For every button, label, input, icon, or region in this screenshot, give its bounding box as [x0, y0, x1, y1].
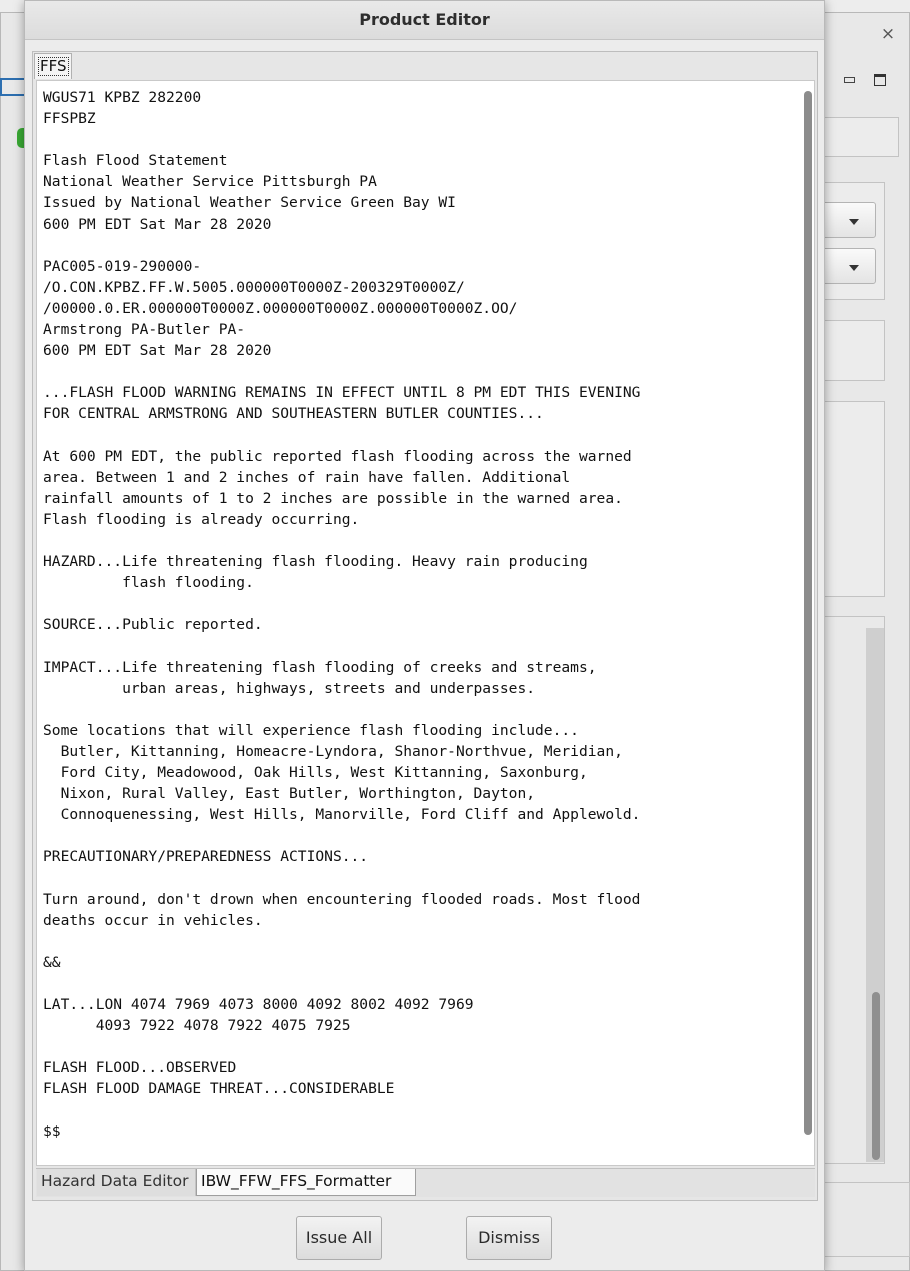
- text-line: urban areas, highways, streets and underpasses.: [43, 679, 536, 697]
- text-line: Some locations that will experience flash flooding include...: [43, 721, 579, 739]
- background-left-frame: [0, 78, 24, 96]
- text-line: Nixon, Rural Valley, East Butler, Worthington, Dayton,: [43, 785, 536, 803]
- background-close-icon[interactable]: ×: [880, 24, 896, 44]
- text-line: At 600 PM EDT, the public reported flash flooding across the warned: [43, 447, 632, 465]
- text-line: FLASH FLOOD DAMAGE THREAT...CONSIDERABLE: [43, 1080, 395, 1098]
- dismiss-button[interactable]: Dismiss: [466, 1216, 552, 1260]
- dialog-title: Product Editor: [25, 1, 824, 40]
- text-line: HAZARD...Life threatening flash flooding. Heavy rain producing: [43, 553, 588, 571]
- background-maximize-icon[interactable]: [874, 74, 886, 86]
- background-scrollbar-thumb[interactable]: [872, 992, 880, 1160]
- text-line: PAC005-019-290000-: [43, 257, 202, 275]
- text-line: area. Between 1 and 2 inches of rain have fallen. Additional: [43, 468, 571, 486]
- text-line: flash flooding.: [43, 574, 254, 592]
- issue-all-button[interactable]: Issue All: [296, 1216, 382, 1260]
- text-line: Flash Flood Statement: [43, 152, 228, 170]
- background-minimize-icon[interactable]: [842, 72, 856, 86]
- tab-ffs-label: FFS: [40, 57, 67, 75]
- text-line: $$: [43, 1122, 61, 1140]
- text-line: Butler, Kittanning, Homeacre-Lyndora, Shanor-Northvue, Meridian,: [43, 742, 623, 760]
- text-line: 4093 7922 4078 7922 4075 7925: [43, 1017, 351, 1035]
- text-line: FLASH FLOOD...OBSERVED: [43, 1059, 237, 1077]
- product-text[interactable]: [43, 87, 640, 1142]
- text-line: FFSPBZ: [43, 110, 96, 128]
- product-text-area[interactable]: [36, 80, 815, 1166]
- chevron-down-icon: [849, 219, 859, 225]
- text-line: ...FLASH FLOOD WARNING REMAINS IN EFFECT UNTIL 8 PM EDT THIS EVENING: [43, 384, 641, 402]
- chevron-down-icon: [849, 265, 859, 271]
- text-line: WGUS71 KPBZ 282200: [43, 89, 202, 106]
- text-line: National Weather Service Pittsburgh PA: [43, 173, 377, 191]
- text-line: Armstrong PA-Butler PA-: [43, 321, 246, 339]
- text-line: SOURCE...Public reported.: [43, 616, 263, 634]
- text-scrollbar[interactable]: [801, 87, 815, 1165]
- background-dropdown-1[interactable]: [818, 202, 876, 238]
- text-line: rainfall amounts of 1 to 2 inches are possible in the warned area.: [43, 489, 623, 507]
- text-line: PRECAUTIONARY/PREPAREDNESS ACTIONS...: [43, 848, 369, 866]
- text-line: &&: [43, 953, 61, 971]
- text-line: Connoquenessing, West Hills, Manorville, Ford Cliff and Applewold.: [43, 806, 641, 824]
- text-line: FOR CENTRAL ARMSTRONG AND SOUTHEASTERN BUTLER COUNTIES...: [43, 405, 544, 423]
- text-line: IMPACT...Life threatening flash flooding of creeks and streams,: [43, 658, 597, 676]
- product-editor-dialog: [24, 0, 825, 1271]
- text-scrollbar-thumb[interactable]: [804, 91, 812, 1135]
- text-line: Ford City, Meadowood, Oak Hills, West Kittanning, Saxonburg,: [43, 764, 588, 781]
- text-line: /O.CON.KPBZ.FF.W.5005.000000T0000Z-200329T0000Z/: [43, 278, 465, 296]
- tab-hazard-data-editor[interactable]: Hazard Data Editor: [37, 1169, 196, 1196]
- formatter-tab-bar: [36, 1168, 815, 1197]
- tab-ffs[interactable]: [34, 53, 72, 79]
- text-line: LAT...LON 4074 7969 4073 8000 4092 8002 4092 7969: [43, 996, 474, 1014]
- tab-ibw-ffw-ffs-formatter[interactable]: IBW_FFW_FFS_Formatter: [196, 1169, 416, 1196]
- product-notebook: [32, 51, 818, 1201]
- text-line: 600 PM EDT Sat Mar 28 2020: [43, 215, 272, 233]
- text-line: 600 PM EDT Sat Mar 28 2020: [43, 342, 272, 360]
- text-line: Issued by National Weather Service Green Bay WI: [43, 194, 456, 212]
- background-dropdown-2[interactable]: [818, 248, 876, 284]
- text-line: /00000.0.ER.000000T0000Z.000000T0000Z.000000T0000Z.OO/: [43, 299, 518, 317]
- text-line: Turn around, don't drown when encountering flooded roads. Most flood: [43, 890, 641, 908]
- text-line: Flash flooding is already occurring.: [43, 510, 360, 528]
- text-line: deaths occur in vehicles.: [43, 911, 263, 929]
